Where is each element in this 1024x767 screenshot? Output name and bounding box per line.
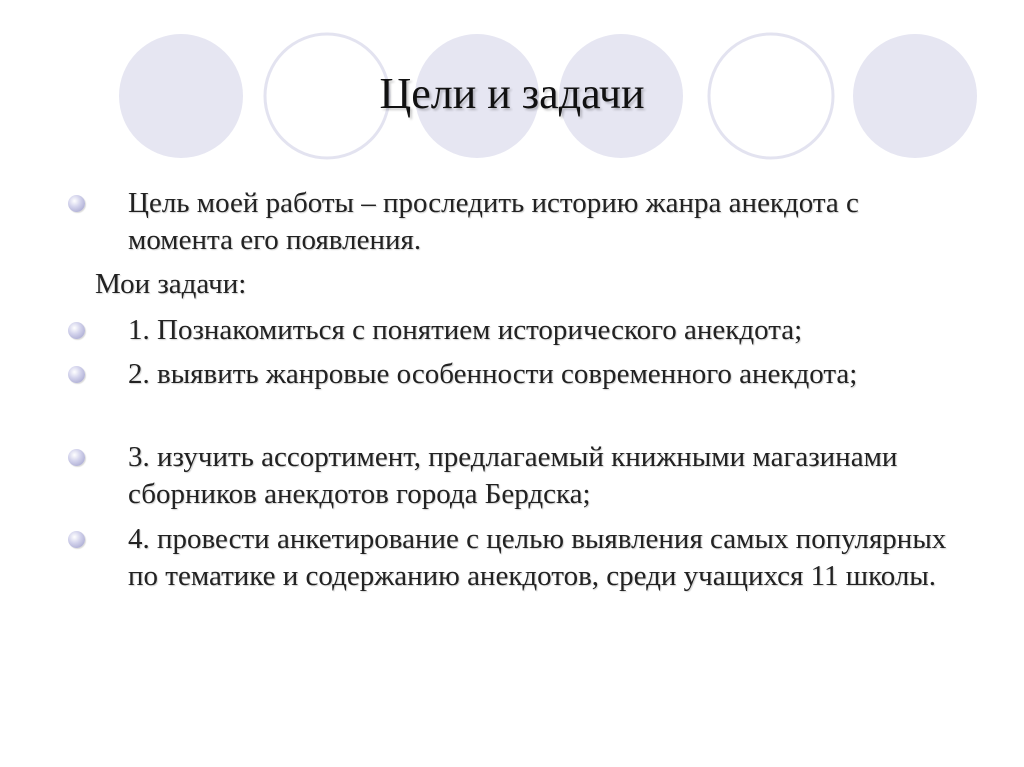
list-item-text: 3. изучить ассортимент, предлагаемый книжными магазинами сборников анекдотов города Бердска; bbox=[128, 441, 898, 510]
list-item-text: Цель моей работы – проследить историю жанра анекдота с момента его появления. bbox=[128, 187, 859, 256]
slide-title: Цели и задачи bbox=[379, 69, 645, 118]
list-item-text: 2. выявить жанровые особенности современного анекдота; bbox=[128, 358, 858, 390]
bullet-dot-icon bbox=[68, 449, 85, 466]
list-item bbox=[128, 185, 948, 259]
bullet-dot-icon bbox=[68, 322, 85, 339]
list-item bbox=[128, 521, 948, 595]
list-item-text: 4. провести анкетирование с целью выявления самых популярных по тематике и содержанию анекдотов, среди учащихся 11 школы. bbox=[128, 523, 947, 592]
list-item bbox=[95, 266, 915, 303]
list-item-text: 1. Познакомиться с понятием исторического анекдота; bbox=[128, 314, 803, 346]
bullet-dot-icon bbox=[68, 531, 85, 548]
list-item-text: Мои задачи: bbox=[95, 268, 247, 300]
bullet-dot-icon bbox=[68, 366, 85, 383]
list-item bbox=[128, 439, 948, 513]
list-item bbox=[128, 312, 948, 349]
list-item bbox=[128, 356, 948, 393]
bullet-dot-icon bbox=[68, 195, 85, 212]
